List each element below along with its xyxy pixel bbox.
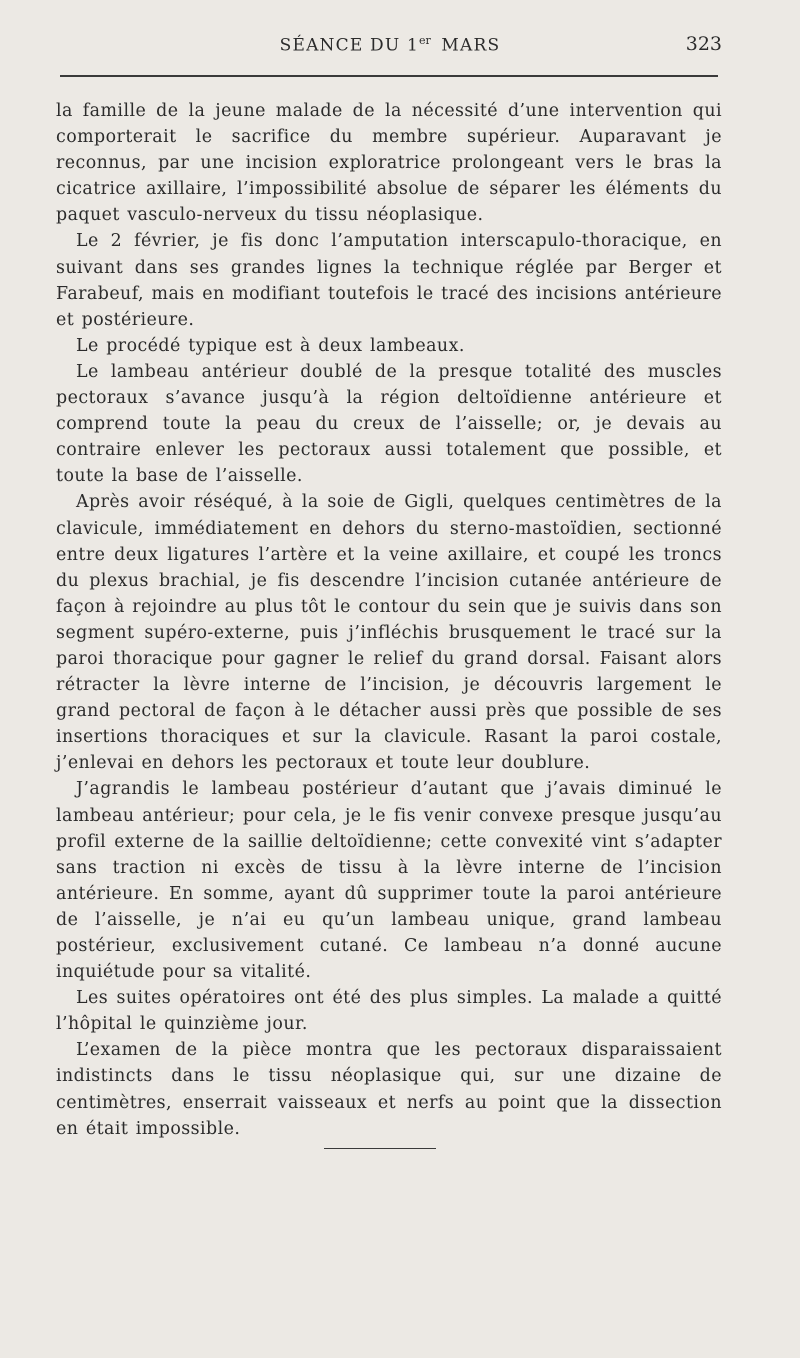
running-head [58,34,722,56]
page-header [58,34,722,60]
running-head-suffix: MARS [441,35,501,56]
paragraph: Après avoir réséqué, à la soie de Gigli, quelques centimètres de la clavicule, immédiatement en dehors du sterno-mastoïdien, sectionné entre deux ligatures l’artère et la veine axillaire, et coupé les troncs du plexus brachial, je fis descendre l’incision cutanée antérieure de façon à rejoindre au plus tôt le contour du sein que je suivis dans son segment supéro-externe, puis j’infléchis brusquement le tracé sur la paroi thoracique pour gagner le relief du grand dorsal. Faisant alors rétracter la lèvre interne de l’incision, je découvris largement le grand pectoral de façon à le détacher aussi près que possible de ses insertions thoraciques et sur la clavicule. Rasant la paroi costale, j’enlevai en dehors les pectoraux et toute leur doublure. [56,492,722,774]
paragraph: Le procédé typique est à deux lambeaux. [76,335,465,356]
paragraph: Les suites opératoires ont été des plus simples. La malade a quitté l’hôpital le quinzième jour. [56,988,722,1035]
paragraph: J’agrandis le lambeau postérieur d’autant que j’avais diminué le lambeau antérieur; pour cela, je le fis venir convexe presque jusqu’au profil externe de la saillie deltoïdienne; cette convexité vint s’adapter sans traction ni excès de tissu à la lèvre interne de l’incision antérieure. En somme, ayant dû supprimer toute la paroi antérieure de l’aisselle, je n’ai eu qu’un lambeau unique, grand lambeau postérieur, exclusivement cutané. Ce lambeau n’a donné aucune inquiétude pour sa vitalité. [56,779,722,983]
paragraph: L’examen de la pièce montra que les pectoraux disparaissaient indistincts dans le tissu néoplasique qui, sur une dizaine de centimètres, enserrait vaisseaux et nerfs au point que la dissection en était impossible. [56,1040,722,1139]
end-rule [324,1148,436,1149]
page-number: 323 [685,33,722,55]
paragraph: Le 2 février, je fis donc l’amputation interscapulo-thoracique, en suivant dans ses grandes lignes la technique réglée par Berger et Farabeuf, mais en modifiant toutefois le tracé des incisions antérieure et postérieure. [56,231,722,330]
paragraph-continued: la famille de la jeune malade de la nécessité d’une intervention qui comporterait le sacrifice du membre supérieur. Auparavant je reconnus, par une incision exploratrice prolongeant vers le bras la cicatrice axillaire, l’impossibilité absolue de séparer les éléments du paquet vasculo-nerveux du tissu néoplasique. [56,101,722,226]
body-text [56,98,722,1142]
header-rule [60,75,718,77]
running-head-superscript: er [419,34,431,47]
running-head-prefix: SÉANCE DU 1 [279,35,420,56]
paragraph: Le lambeau antérieur doublé de la presque totalité des muscles pectoraux s’avance jusqu’à la région deltoïdienne antérieure et comprend toute la peau du creux de l’aisselle; or, je devais au contraire enlever les pectoraux aussi totalement que possible, et toute la base de l’aisselle. [56,361,722,487]
